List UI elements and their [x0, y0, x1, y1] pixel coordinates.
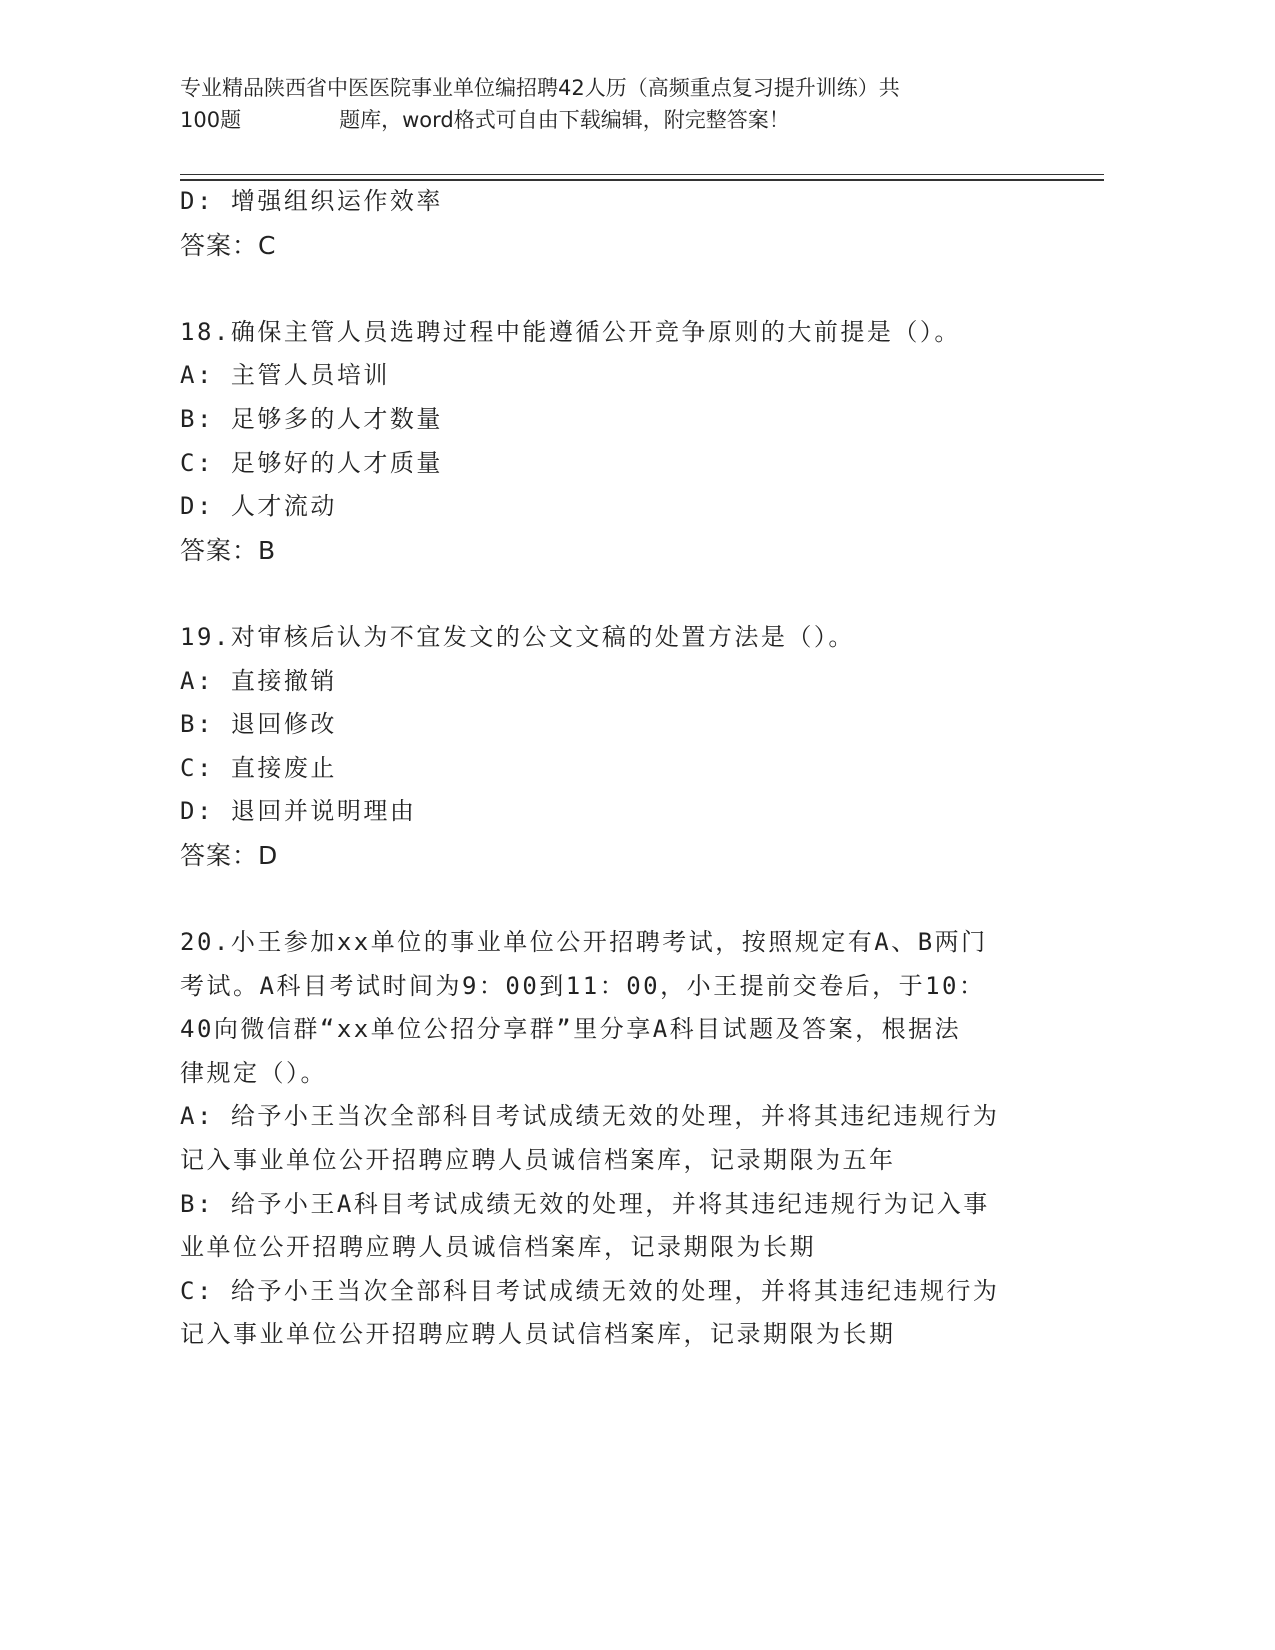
option-a: A: 直接撤销 [180, 666, 337, 695]
option-a: A: 主管人员培训 [180, 361, 390, 390]
header-title-line-1: 专业精品陕西省中医医院事业单位编招聘42人历（高频重点复习提升训练）共 [180, 76, 900, 100]
prev-answer: 答案：C [180, 230, 277, 260]
option-b: B: 足够多的人才数量 [180, 404, 443, 433]
header-title-line-2 [180, 104, 1080, 136]
question-18 [180, 311, 1040, 573]
question-text: 18.确保主管人员选聘过程中能遵循公开竞争原则的大前提是（）。 [180, 317, 961, 346]
prev-option-d: D: 增强组织运作效率 [180, 187, 443, 215]
option-a-line: A: 给予小王当次全部科目考试成绩无效的处理，并将其违纪违规行为 [180, 1102, 1000, 1131]
option-a-line: 记入事业单位公开招聘应聘人员诚信档案库，记录期限为五年 [180, 1146, 896, 1175]
option-d: D: 人才流动 [180, 492, 337, 521]
question-text-line: 律规定（）。 [180, 1058, 327, 1087]
question-text: 19.对审核后认为不宜发文的公文文稿的处置方法是（）。 [180, 622, 855, 651]
question-text-line: 20.小王参加xx单位的事业单位公开招聘考试，按照规定有A、B两门 [180, 928, 988, 957]
option-b-line: B: 给予小王A科目考试成绩无效的处理，并将其违纪违规行为记入事 [180, 1189, 990, 1218]
option-c-line: C: 给予小王当次全部科目考试成绩无效的处理，并将其违纪违规行为 [180, 1276, 1000, 1305]
header-divider [180, 174, 1104, 175]
option-b: B: 退回修改 [180, 710, 337, 739]
question-19 [180, 616, 1040, 878]
question-text-line: 考试。A科目考试时间为9：00到11：00，小王提前交卷后，于10： [180, 971, 986, 1000]
option-d: D: 退回并说明理由 [180, 797, 417, 826]
option-b-line: 业单位公开招聘应聘人员诚信档案库，记录期限为长期 [180, 1233, 816, 1262]
answer: 答案：B [180, 535, 277, 565]
page-header [180, 72, 1080, 136]
question-20 [180, 921, 1040, 1357]
option-c: C: 直接废止 [180, 753, 337, 782]
answer: 答案：D [180, 840, 279, 870]
question-text-line: 40向微信群“xx单位公招分享群”里分享A科目试题及答案，根据法 [180, 1015, 962, 1044]
header-count: 100题 [180, 108, 242, 132]
header-subtitle: 题库，word格式可自由下载编辑，附完整答案！ [339, 108, 790, 132]
option-c-line: 记入事业单位公开招聘应聘人员试信档案库，记录期限为长期 [180, 1320, 896, 1349]
option-c: C: 足够好的人才质量 [180, 448, 443, 477]
question-content [180, 180, 1040, 1357]
